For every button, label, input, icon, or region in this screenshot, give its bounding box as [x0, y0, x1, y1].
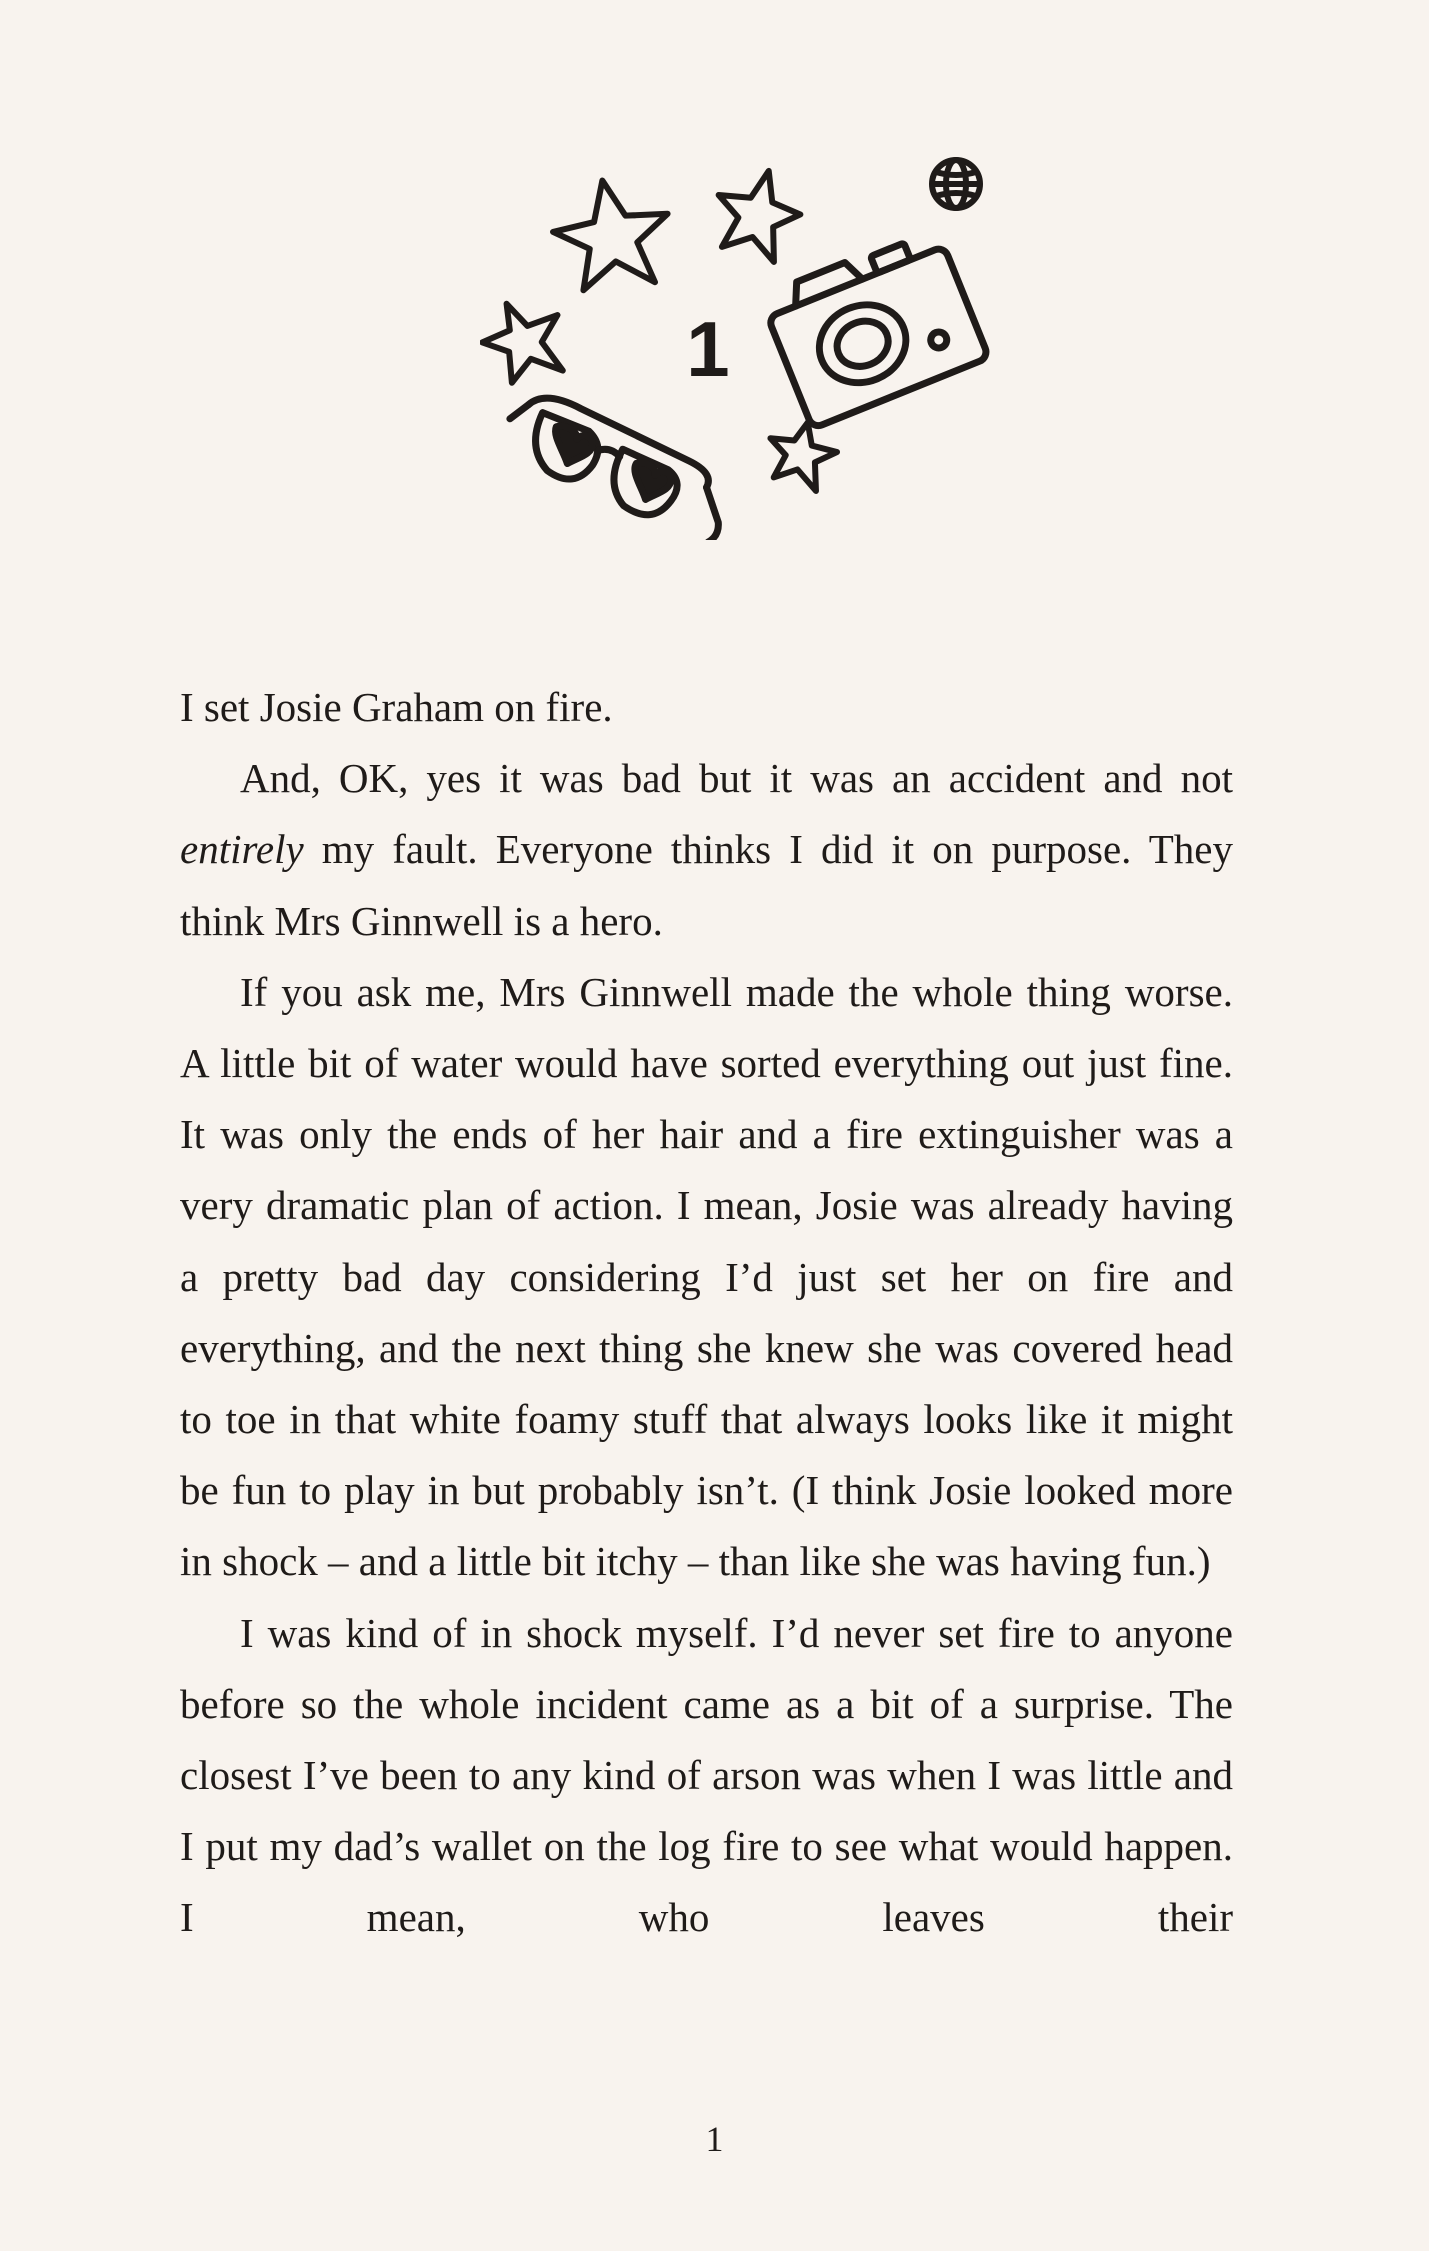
chapter-number	[680, 310, 736, 390]
paragraph-2-end: my fault. Everyone thinks I did it on purpose. They think Mrs Ginnwell is a hero.	[180, 826, 1233, 944]
body-text	[180, 672, 1233, 1954]
chapter-doodles	[480, 150, 1020, 540]
paragraph-4: I was kind of in shock myself. I’d never set fire to anyone before so the whole incident came as a bit of a surprise. The closest I’ve been to any kind of arson was when I was little and I put my dad’s wallet on the log fire to see what would happen. I mean, who leaves their	[180, 1609, 1233, 1941]
camera-icon	[760, 226, 989, 429]
heart-sunglasses-icon	[495, 385, 741, 540]
chapter-number-label: 1	[686, 310, 730, 390]
paragraph-1: I set Josie Graham on fire.	[180, 684, 613, 730]
emphasis-entirely: entirely	[180, 826, 304, 873]
globe-icon	[932, 160, 980, 208]
star-icon	[547, 172, 677, 295]
paragraph-2	[180, 743, 1233, 957]
star-icon	[480, 289, 576, 393]
paragraph-3: If you ask me, Mrs Ginnwell made the whole thing worse. A little bit of water would have sorted everything out just fine. It was only the ends of her hair and a fire extinguisher was a very dramatic plan of action. I mean, Josie was already having a pretty bad day considering I’d just set her on fire and everything, and the next thing she knew she was covered head to toe in that white foamy stuff that always looks like it might be fun to play in but probably isn’t. (I think Josie looked more in shock – and a little bit itchy – than like she was having fun.)	[180, 968, 1233, 1585]
star-icon	[707, 162, 807, 266]
star-icon	[763, 417, 841, 494]
page-number: 1	[705, 2119, 724, 2159]
paragraph-2-start: And, OK, yes it was bad but it was an accident and not	[240, 755, 1233, 802]
